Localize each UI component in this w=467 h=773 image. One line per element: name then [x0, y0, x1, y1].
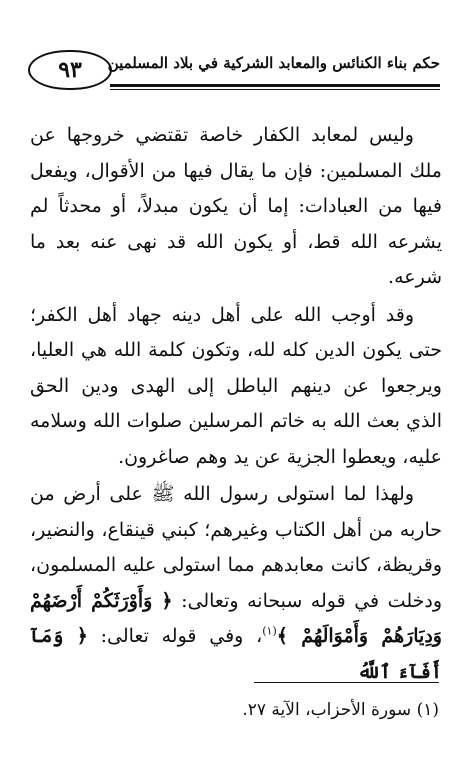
page-number: ٩٣ — [28, 50, 112, 90]
quran-verse-2: ﴿ وَمَآ أَفَآءَ ٱللَّهُ — [30, 625, 442, 683]
header-rule-thin — [110, 89, 440, 90]
footnote: (١) سورة الأحزاب، الآية ٢٧. — [242, 700, 439, 720]
paragraph-3 — [30, 477, 442, 690]
paragraph-3-text-b: ، وفي قوله تعالى: — [87, 625, 263, 647]
paragraph-2: وقد أوجب الله على أهل دينه جهاد أهل الكفر؛ حتى يكون الدين كله لله، وتكون كلمة الله هي العليا، ويرجعوا عن دينهم الباطل إلى الهدى ودين الحق الذي بعث الله به خاتم المرسلين صلوات الله وسلامه عليه، ويعطوا الجزية عن يد وهم صاغرون. — [30, 303, 442, 468]
header-rule — [110, 84, 440, 87]
page-header — [28, 50, 440, 92]
footnote-reference: (١) — [262, 624, 277, 638]
footnote-divider — [254, 682, 439, 683]
paragraph-3-text-a: ولهذا لما استولى رسول الله ﷺ على أرض من حاربه من أهل الكتاب وغيرهم؛ كبني قينقاع، والنضير، وقريظة، كانت معابدهم مما استولى عليه المسلمون، ودخلت في قوله سبحانه وتعالى: — [30, 483, 442, 612]
paragraph-1: وليس لمعابد الكفار خاصة تقتضي خروجها عن ملك المسلمين: فإن ما يقال فيها من الأقوال، ويفعل فيها من العبادات: إما أن يكون مبدلاً، أو محدثاً لم يشرعه الله قط، أو يكون الله قد نهى عنه بعد ما شرعه. — [30, 124, 442, 288]
running-head: حكم بناء الكنائس والمعابد الشركية في بلاد المسلمين — [107, 54, 440, 72]
main-text — [30, 118, 442, 690]
quran-verse-1: ﴿ وَأَوْرَثَكُمْ أَرْضَهُمْ وَدِيَارَهُمْ وَأَمْوَالَهُمْ ﴾ — [30, 589, 442, 647]
